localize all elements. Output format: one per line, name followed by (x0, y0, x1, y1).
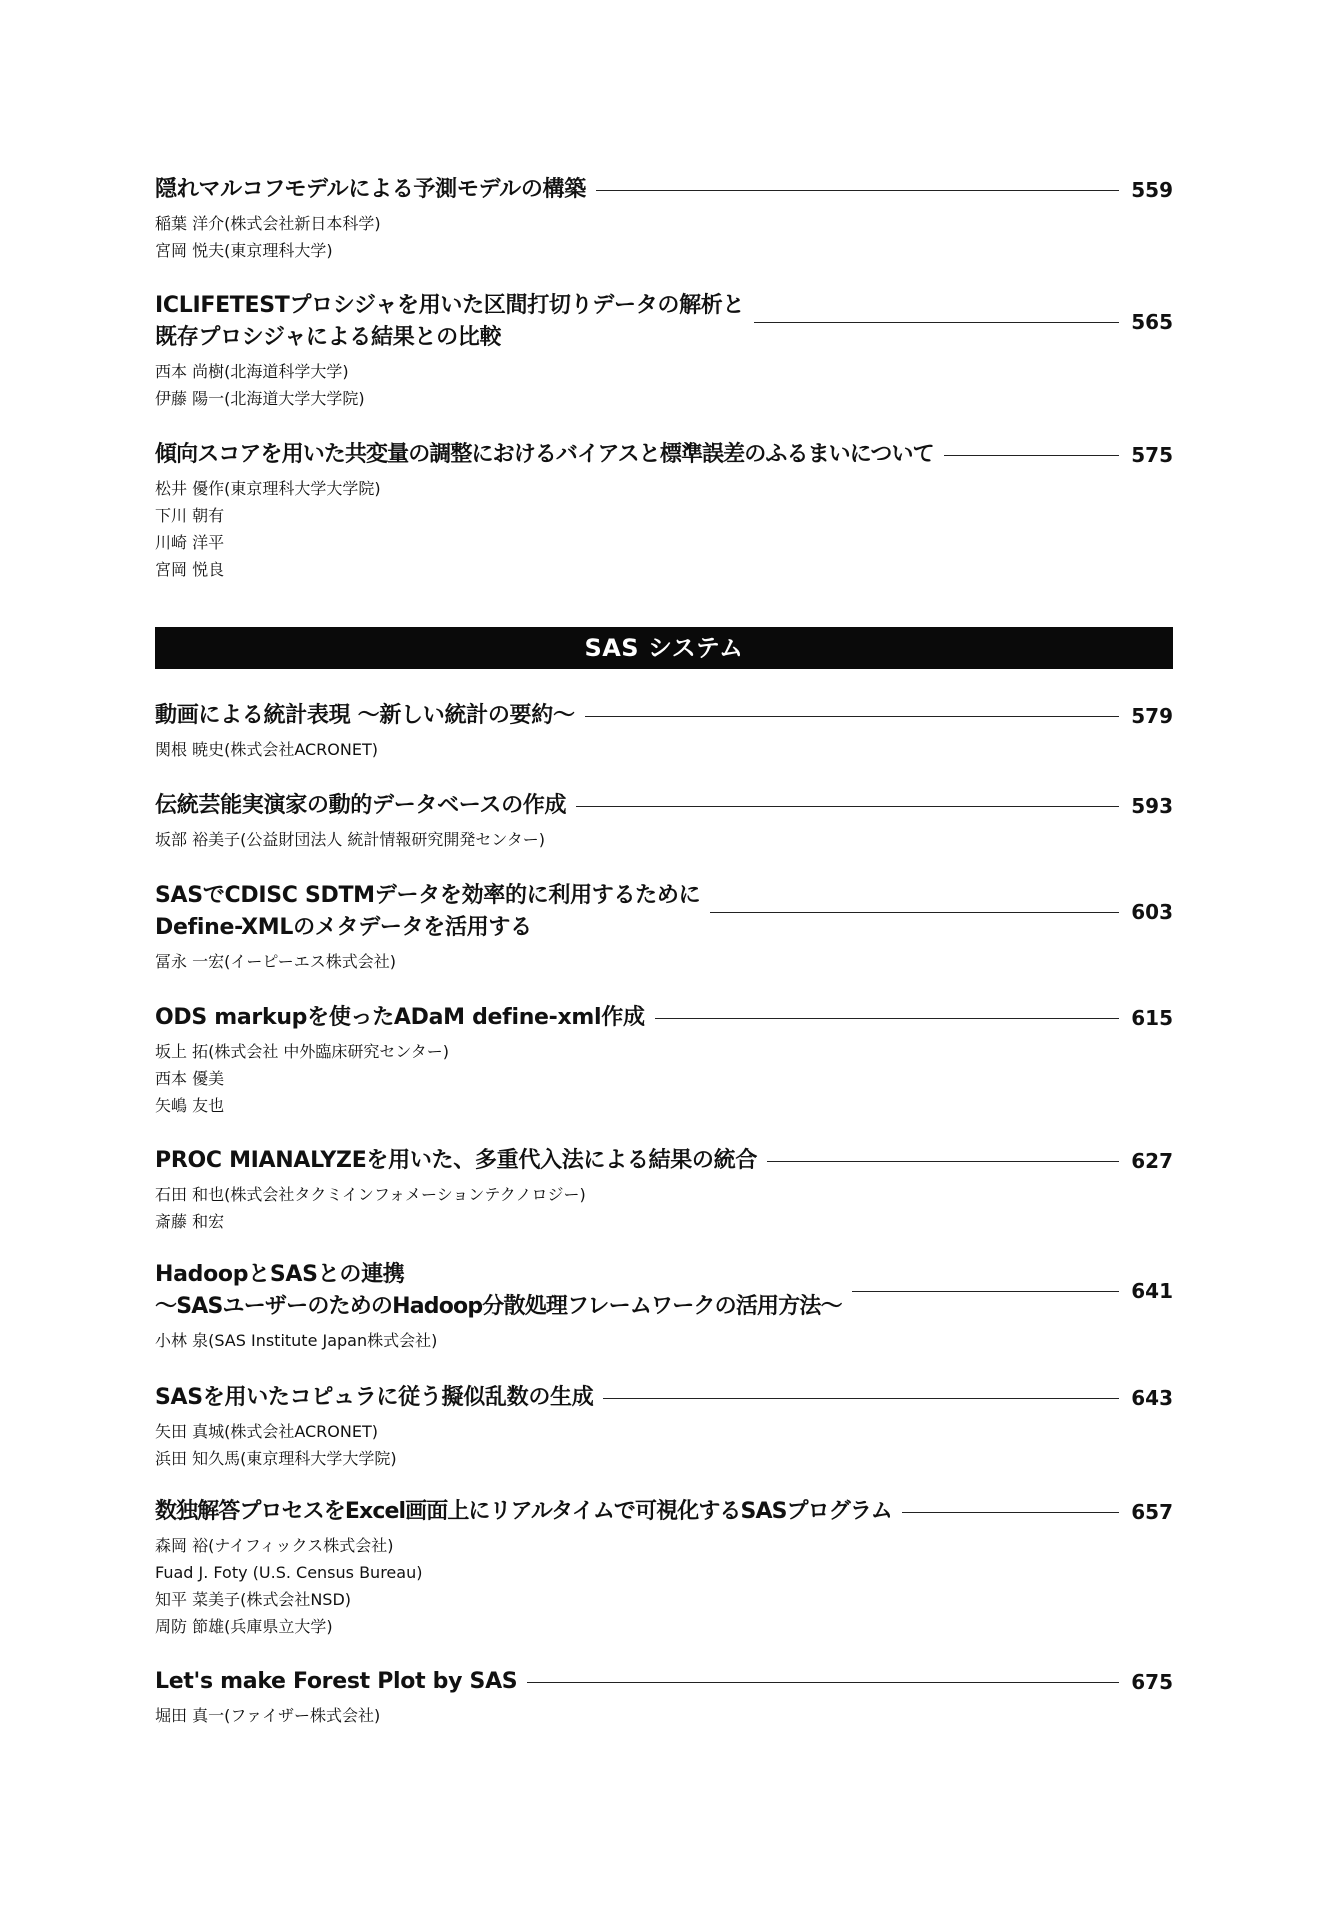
toc-entry-title: 伝統芸能実演家の動的データベースの作成 (155, 793, 567, 818)
author-list (155, 1702, 1173, 1729)
page-number: 603 (1131, 900, 1173, 924)
leader-line (527, 1682, 1119, 1683)
author-list (155, 1532, 1173, 1640)
page-number: 565 (1131, 310, 1173, 334)
author-list (155, 1181, 1173, 1235)
page-number: 627 (1131, 1149, 1173, 1173)
toc-title-row[interactable] (155, 880, 1173, 944)
author: 堀田 真一(ファイザー株式会社) (155, 1706, 381, 1725)
author-list (155, 210, 1173, 264)
section-header-sas-system: SAS システム (155, 627, 1173, 669)
author: 稲葉 洋介(株式会社新日本科学) (155, 214, 381, 233)
author: 下川 朝有 (155, 506, 225, 525)
toc-entry-title: PROC MIANALYZEを用いた、多重代入法による結果の統合 (155, 1148, 758, 1173)
page-number: 657 (1131, 1500, 1173, 1524)
author: 松井 優作(東京理科大学大学院) (155, 479, 381, 498)
page-number: 675 (1131, 1670, 1173, 1694)
author: 矢田 真城(株式会社ACRONET) (155, 1422, 378, 1441)
toc-entry-615 (155, 1002, 1173, 1119)
toc-title-row[interactable] (155, 174, 1173, 206)
toc-entry-575 (155, 439, 1173, 583)
author: 浜田 知久馬(東京理科大学大学院) (155, 1449, 397, 1468)
toc-entry-title-line2: Define-XMLのメタデータを活用する (155, 915, 532, 940)
author: 川崎 洋平 (155, 533, 225, 552)
author-list (155, 475, 1173, 583)
author: 矢嶋 友也 (155, 1096, 225, 1115)
leader-line (944, 455, 1119, 456)
toc-entry-title: 動画による統計表現 ～新しい統計の要約～ (155, 703, 575, 728)
leader-line (585, 716, 1119, 717)
author: 宮岡 悦良 (155, 560, 225, 579)
page-number: 615 (1131, 1006, 1173, 1030)
author-list (155, 736, 1173, 763)
toc-entry-657 (155, 1496, 1173, 1640)
toc-entry-title-line2: 既存プロシジャによる結果との比較 (155, 325, 502, 350)
toc-page (155, 0, 1173, 1920)
author: 伊藤 陽一(北海道大学大学院) (155, 389, 365, 408)
author-list (155, 1327, 1173, 1354)
toc-entry-675 (155, 1666, 1173, 1729)
author: 宮岡 悦夫(東京理科大学) (155, 241, 333, 260)
toc-entry-title-line2: ～SASユーザーのためのHadoop分散処理フレームワークの活用方法～ (155, 1294, 842, 1319)
page-number: 643 (1131, 1386, 1173, 1410)
author: Fuad J. Foty (U.S. Census Bureau) (155, 1563, 423, 1582)
toc-title-row[interactable] (155, 1666, 1173, 1698)
toc-title-row[interactable] (155, 790, 1173, 822)
leader-line (596, 190, 1119, 191)
toc-title-row[interactable] (155, 1496, 1173, 1528)
toc-entry-title-line1: HadoopとSASとの連携 (155, 1262, 405, 1287)
author: 石田 和也(株式会社タクミインフォメーションテクノロジー) (155, 1185, 586, 1204)
toc-entry-593 (155, 790, 1173, 853)
toc-title-row[interactable] (155, 1002, 1173, 1034)
toc-entry-title-line1: ICLIFETESTプロシジャを用いた区間打切りデータの解析と (155, 293, 745, 318)
toc-entry-627 (155, 1145, 1173, 1235)
author: 西本 優美 (155, 1069, 225, 1088)
author: 関根 暁史(株式会社ACRONET) (155, 740, 378, 759)
author: 西本 尚樹(北海道科学大学) (155, 362, 349, 381)
author-list (155, 1418, 1173, 1472)
leader-line (902, 1512, 1119, 1513)
toc-title-row[interactable] (155, 1145, 1173, 1177)
author-list (155, 948, 1173, 975)
author: 小林 泉(SAS Institute Japan株式会社) (155, 1331, 438, 1350)
toc-entry-579 (155, 700, 1173, 763)
author: 周防 節雄(兵庫県立大学) (155, 1617, 333, 1636)
author: 森岡 裕(ナイフィックス株式会社) (155, 1536, 394, 1555)
toc-entry-title: 隠れマルコフモデルによる予測モデルの構築 (155, 177, 586, 202)
leader-line (655, 1018, 1119, 1019)
toc-entry-643 (155, 1382, 1173, 1472)
leader-line (852, 1291, 1119, 1292)
toc-entry-title: SASを用いたコピュラに従う擬似乱数の生成 (155, 1385, 594, 1410)
author: 冨永 一宏(イーピーエス株式会社) (155, 952, 396, 971)
toc-title-row[interactable] (155, 700, 1173, 732)
author-list (155, 826, 1173, 853)
leader-line (710, 912, 1119, 913)
page-number: 559 (1131, 178, 1173, 202)
toc-entry-559 (155, 174, 1173, 264)
page-number: 575 (1131, 443, 1173, 467)
page-number: 593 (1131, 794, 1173, 818)
toc-entry-641 (155, 1259, 1173, 1354)
toc-entry-title-line1: SASでCDISC SDTMデータを効率的に利用するために (155, 883, 701, 908)
leader-line (754, 322, 1119, 323)
page-number: 579 (1131, 704, 1173, 728)
toc-entry-title: 数独解答プロセスをExcel画面上にリアルタイムで可視化するSASプログラム (155, 1499, 892, 1524)
author: 坂部 裕美子(公益財団法人 統計情報研究開発センター) (155, 830, 546, 849)
toc-entry-565 (155, 290, 1173, 412)
author-list (155, 1038, 1173, 1119)
leader-line (576, 806, 1119, 807)
author: 斎藤 和宏 (155, 1212, 225, 1231)
toc-entry-603 (155, 880, 1173, 975)
toc-title-row[interactable] (155, 1259, 1173, 1323)
toc-title-row[interactable] (155, 1382, 1173, 1414)
toc-entry-title: Let's make Forest Plot by SAS (155, 1669, 518, 1694)
author: 知平 菜美子(株式会社NSD) (155, 1590, 352, 1609)
toc-entry-title: 傾向スコアを用いた共変量の調整におけるバイアスと標準誤差のふるまいについて (155, 442, 934, 467)
toc-entry-title: ODS markupを使ったADaM define-xml作成 (155, 1005, 645, 1030)
toc-title-row[interactable] (155, 439, 1173, 471)
page-number: 641 (1131, 1279, 1173, 1303)
leader-line (767, 1161, 1119, 1162)
author-list (155, 358, 1173, 412)
leader-line (603, 1398, 1119, 1399)
toc-title-row[interactable] (155, 290, 1173, 354)
author: 坂上 拓(株式会社 中外臨床研究センター) (155, 1042, 450, 1061)
